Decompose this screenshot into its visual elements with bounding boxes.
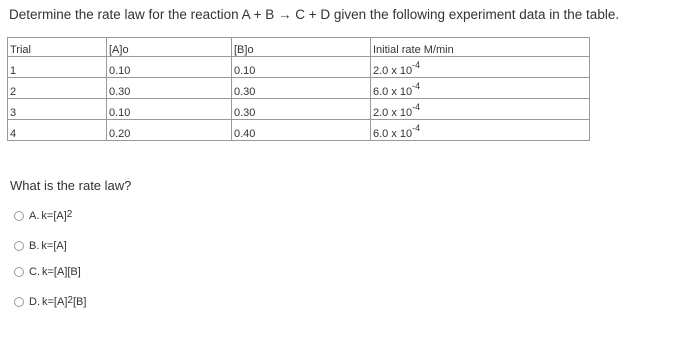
cell-a: 0.10 (107, 99, 232, 120)
cell-b: 0.30 (232, 78, 371, 99)
option-text: k=[A] (41, 240, 67, 252)
rate-exponent: -4 (412, 123, 421, 134)
table-row (8, 99, 590, 120)
header-a-initial: [A]o (107, 38, 232, 57)
option-letter: D. (29, 296, 40, 308)
option-text: k=[A] (42, 296, 68, 308)
radio-button[interactable] (14, 297, 24, 307)
header-b-initial: [B]o (232, 38, 371, 57)
radio-button[interactable] (14, 267, 24, 277)
cell-trial: 3 (8, 99, 107, 120)
option-letter: B. (29, 240, 40, 252)
option-c[interactable] (14, 266, 81, 278)
cell-a: 0.10 (107, 57, 232, 78)
table-row (8, 120, 590, 141)
rate-law-prompt: What is the rate law? (10, 178, 132, 193)
cell-trial: 4 (8, 120, 107, 141)
rate-mantissa: 6.0 x 10 (373, 86, 413, 98)
rate-mantissa: 2.0 x 10 (373, 107, 413, 119)
option-letter: C. (29, 266, 40, 278)
cell-trial: 1 (8, 57, 107, 78)
header-initial-rate: Initial rate M/min (371, 38, 590, 57)
cell-rate (371, 120, 590, 141)
option-a[interactable]: A. k=[A] $^2$ (14, 210, 72, 222)
radio-button[interactable] (14, 241, 24, 251)
radio-button[interactable] (14, 211, 24, 221)
option-text: k=[A][B] (42, 266, 81, 278)
cell-a: 0.30 (107, 78, 232, 99)
option-text: k=[A] (41, 210, 67, 222)
option-letter: A. (29, 210, 40, 222)
cell-a: 0.20 (107, 120, 232, 141)
rate-exponent: -4 (412, 81, 421, 92)
rate-exponent: -4 (412, 102, 421, 113)
cell-rate (371, 78, 590, 99)
cell-rate (371, 57, 590, 78)
table-header-row (8, 38, 590, 57)
experiment-data-table (7, 37, 590, 141)
option-d[interactable]: D. k=[A] $^2$ [B] (14, 296, 86, 308)
question-text: Determine the rate law for the reaction A + B → C + D given the following experiment data in the table. (9, 7, 620, 22)
rate-exponent: -4 (412, 60, 421, 71)
rate-mantissa: 6.0 x 10 (373, 128, 413, 140)
header-trial: Trial (8, 38, 107, 57)
rate-mantissa: 2.0 x 10 (373, 65, 413, 77)
cell-b: 0.40 (232, 120, 371, 141)
table-row (8, 57, 590, 78)
table-row (8, 78, 590, 99)
cell-rate (371, 99, 590, 120)
cell-b: 0.30 (232, 99, 371, 120)
cell-trial: 2 (8, 78, 107, 99)
cell-b: 0.10 (232, 57, 371, 78)
option-tail: [B] (72, 296, 87, 308)
option-b[interactable] (14, 240, 67, 252)
